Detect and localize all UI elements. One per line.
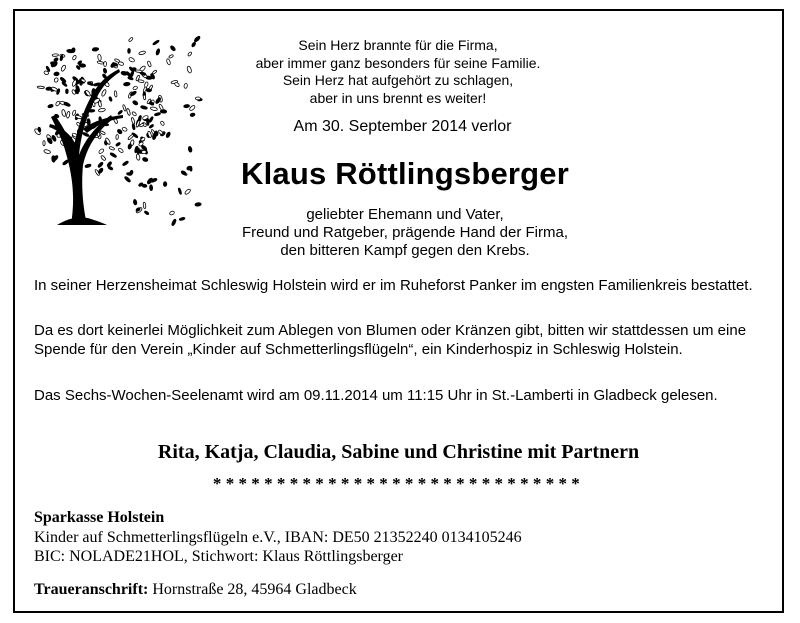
- leaf: [130, 90, 137, 96]
- leaf: [186, 66, 192, 74]
- leaf: [142, 150, 147, 153]
- leaf: [100, 155, 106, 161]
- leaf: [149, 124, 154, 129]
- leaf: [136, 154, 141, 161]
- description-line: geliebter Ehemann und Vater,: [306, 206, 504, 223]
- leaf: [61, 109, 66, 117]
- bank-name: Sparkasse Holstein: [34, 509, 165, 526]
- leaf: [188, 146, 193, 152]
- bank-account-line: Kinder auf Schmetterlingsflügeln e.V., IBAN: DE50 21352240 0134105246: [34, 528, 522, 546]
- leaf: [122, 104, 126, 111]
- leaf: [66, 89, 69, 94]
- leaf: [144, 210, 149, 215]
- leaf: [97, 54, 101, 61]
- leaf: [118, 61, 124, 65]
- leaf: [128, 143, 132, 149]
- leaf: [142, 184, 147, 187]
- windblown-tree-icon: [27, 29, 207, 229]
- leaf: [98, 108, 106, 113]
- deceased-description: [205, 206, 605, 260]
- leaf: [191, 42, 196, 48]
- bank-details: [34, 508, 522, 567]
- leaf: [169, 210, 175, 215]
- leaf: [131, 67, 136, 71]
- leaf: [187, 51, 192, 56]
- leaf: [149, 85, 154, 90]
- leaf: [72, 110, 77, 116]
- mourning-address: [34, 581, 357, 599]
- leaf: [109, 96, 113, 101]
- leaf: [165, 131, 170, 138]
- leaf: [98, 148, 104, 154]
- leaf: [128, 57, 135, 63]
- burial-paragraph: In seiner Herzensheimat Schleswig Holstein wird er im Ruheforst Panker im engsten Familienkreis bestattet.: [34, 277, 753, 294]
- leaf: [52, 54, 58, 57]
- leaf: [60, 65, 66, 72]
- leaf: [97, 61, 104, 65]
- leaf: [184, 104, 190, 108]
- leaf: [143, 95, 146, 100]
- leaf: [43, 141, 45, 146]
- leaf: [132, 100, 138, 106]
- leaf: [195, 202, 202, 206]
- leaf: [132, 86, 137, 91]
- leaf: [140, 105, 147, 110]
- leaf: [116, 135, 119, 140]
- leaf: [54, 77, 59, 82]
- leaf: [139, 123, 144, 127]
- deceased-name: Klaus Röttlingsberger: [240, 156, 570, 191]
- leaf: [139, 51, 146, 56]
- leaf: [125, 71, 131, 77]
- bank-bic-line: BIC: NOLADE21HOL, Stichwort: Klaus Röttlingsberger: [34, 548, 404, 565]
- leaf: [118, 110, 123, 115]
- description-line: den bitteren Kampf gegen den Krebs.: [280, 242, 530, 259]
- leaf: [152, 40, 159, 46]
- leaf: [190, 113, 195, 117]
- leaf: [104, 61, 107, 66]
- leaf: [184, 83, 188, 88]
- leaf: [55, 101, 60, 107]
- leaf: [123, 82, 130, 86]
- leaf: [148, 116, 153, 123]
- leaf: [147, 61, 152, 67]
- verse-line: Sein Herz hat aufgehört zu schlagen,: [282, 72, 514, 88]
- leaf: [103, 68, 107, 74]
- leaf: [43, 149, 50, 154]
- leaf: [122, 127, 128, 132]
- leaf: [132, 124, 135, 130]
- leaf: [114, 91, 117, 97]
- leaf: [179, 217, 185, 221]
- leaf: [146, 177, 153, 184]
- death-date-line: Am 30. September 2014 verlor: [293, 118, 512, 135]
- leaf: [154, 112, 161, 116]
- leaf: [135, 70, 142, 73]
- leaf: [158, 129, 164, 135]
- verse-line: aber immer ganz besonders für seine Familie.: [255, 54, 541, 71]
- leaf: [115, 142, 120, 147]
- leaf: [131, 117, 135, 124]
- leaf: [63, 102, 70, 108]
- leaf: [166, 58, 171, 65]
- leaf: [171, 219, 177, 226]
- leaf: [122, 161, 129, 167]
- leaf: [155, 48, 160, 55]
- leaf: [72, 55, 77, 61]
- leaf: [155, 97, 162, 104]
- leaf: [52, 155, 56, 162]
- leaf: [67, 49, 74, 53]
- donation-paragraph: Da es dort keinerlei Möglichkeit zum Ablegen von Blumen oder Kränzen gibt, bitten wir stattdessen um eine Spende für den Verein „Kinder auf Schmetterlingsflügeln“, ein Kinderhospiz in Schleswig Holstein.: [34, 322, 747, 358]
- leaf: [118, 148, 124, 154]
- leaf: [150, 106, 158, 111]
- leaf: [138, 79, 144, 82]
- obituary-card: [13, 9, 784, 613]
- leaf: [108, 166, 114, 171]
- leaf: [124, 176, 131, 183]
- leaf: [149, 185, 152, 191]
- leaf: [110, 152, 117, 158]
- leaf: [37, 86, 44, 89]
- star-separator: *****************************: [212, 474, 585, 493]
- leaf: [47, 104, 53, 108]
- leaf: [109, 146, 115, 150]
- leaf: [170, 45, 176, 51]
- leaf: [174, 82, 180, 88]
- leaf: [128, 48, 131, 53]
- leaf: [126, 108, 131, 116]
- leaf: [143, 202, 146, 208]
- verse-line: aber in uns brennt es weiter!: [309, 89, 487, 106]
- address-value: Hornstraße 28, 45964 Gladbeck: [148, 581, 357, 598]
- leaf: [85, 164, 92, 168]
- leaf: [194, 35, 201, 42]
- mass-paragraph: Das Sechs-Wochen-Seelenamt wird am 09.11.2014 um 11:15 Uhr in St.-Lamberti in Gladbeck gelesen.: [34, 387, 718, 404]
- leaf: [87, 118, 91, 125]
- leaf: [131, 111, 136, 116]
- leaf: [82, 132, 89, 137]
- memorial-verse: [240, 37, 556, 107]
- leaf: [127, 134, 134, 141]
- leaf: [144, 82, 149, 88]
- leaf: [128, 76, 134, 80]
- leaf: [98, 167, 104, 174]
- leaf: [128, 37, 133, 42]
- leaf: [158, 104, 163, 111]
- leaf: [92, 49, 97, 52]
- leaf: [195, 97, 200, 100]
- leaf: [169, 54, 174, 58]
- leaf: [54, 72, 60, 76]
- verse-line: Sein Herz brannte für die Firma,: [298, 37, 498, 53]
- leaf: [66, 111, 70, 118]
- family-signature: Rita, Katja, Claudia, Sabine und Christine mit Partnern: [157, 441, 640, 463]
- leaf: [101, 89, 107, 97]
- leaf: [85, 90, 91, 97]
- leaf: [142, 157, 148, 162]
- description-line: Freund und Ratgeber, prägende Hand der Firma,: [241, 224, 569, 241]
- leaf: [97, 162, 103, 168]
- leaf: [160, 121, 165, 126]
- address-label: Traueranschrift:: [34, 581, 149, 598]
- leaf: [146, 118, 149, 125]
- leaf: [133, 199, 137, 205]
